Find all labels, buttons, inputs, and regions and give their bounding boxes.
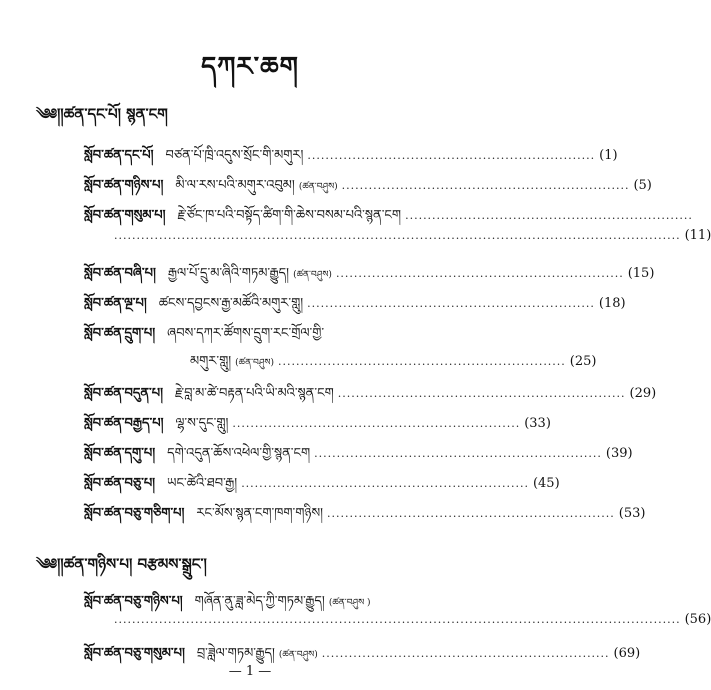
page-number: (29) <box>629 386 657 401</box>
lesson-title: དགེ་འདུན་ཆོས་འཕེལ་གྱི་སྙན་ངག <box>167 446 311 461</box>
lesson-title: རྗེ་བླ་མ་ཚེ་བརྟན་པའི་ཡི་མའི་སྙན་ངག <box>174 386 334 401</box>
toc-entry[interactable] <box>84 408 551 431</box>
leader-dots: ................................................................ <box>307 297 595 310</box>
toc-entry-continuation <box>190 346 597 369</box>
page-footer-number: — 1 — <box>228 664 272 679</box>
leader-dots: .............................................................................................................................. <box>114 229 681 242</box>
lesson-label: སློབ་ཚན་བཅུ་པ། <box>84 476 156 491</box>
leader-dots: ................................................................ <box>321 647 610 660</box>
lesson-label: སློབ་ཚན་བཅུ་གཅིག་པ། <box>84 506 185 521</box>
lesson-label: སློབ་ཚན་བཅུ་གསུམ་པ། <box>84 646 185 661</box>
page-number: (5) <box>633 178 652 193</box>
section-heading-2: ༄༅།།ཚན་གཉིས་པ། བརྩམས་སྒྲུང་། <box>36 555 207 573</box>
lesson-title: ཞབས་དཀར་ཚོགས་དྲུག་རང་གྲོལ་གྱི་ <box>167 326 325 341</box>
toc-entry[interactable] <box>84 318 462 340</box>
page-number: (18) <box>598 296 626 311</box>
leader-dots: ................................................................ <box>232 417 521 430</box>
leader-dots: ................................................................ <box>335 267 624 280</box>
toc-entry-continuation <box>84 228 711 250</box>
page-number: (39) <box>605 446 633 461</box>
leader-dots: ................................................................ <box>405 209 693 222</box>
toc-entry[interactable] <box>84 288 626 311</box>
leader-dots: ................................................................ <box>241 477 529 490</box>
leader-dots: ................................................................ <box>341 179 630 192</box>
lesson-title: རང་མོས་སྙན་ངག་ཁག་གཉིས། <box>196 506 323 521</box>
page-title: དཀར་ཆག <box>201 52 299 82</box>
page-number: (69) <box>613 646 641 661</box>
page-number: (11) <box>684 228 711 243</box>
lesson-label: སློབ་ཚན་གསུམ་པ། <box>84 208 166 223</box>
page-number: (53) <box>618 506 646 521</box>
lesson-label: སློབ་ཚན་དགུ་པ། <box>84 446 156 461</box>
toc-entry[interactable] <box>84 438 633 461</box>
lesson-title: ཡང་ཚེའི་ཐབ་རྒྱ། <box>167 476 238 491</box>
lesson-title: གཞོན་ནུ་ཟླ་མེད་ཀྱི་གཏམ་རྒྱུད། <box>194 594 325 609</box>
page-number: (56) <box>684 612 711 627</box>
toc-entry-continuation <box>84 612 711 634</box>
leader-dots: ................................................................ <box>278 355 566 368</box>
lesson-title-continued: མགུར་གླུ། <box>190 354 232 369</box>
lesson-title: བྲ་ཟླེལ་གཏམ་རྒྱུད། <box>196 646 275 661</box>
lesson-note: (ཚན་བཤུས) <box>293 270 332 280</box>
lesson-title: བཙན་པོ་ཁྲི་འདུས་སྲོང་གི་མགུར། <box>165 148 304 163</box>
leader-dots: .............................................................................................................................. <box>114 613 681 626</box>
section-heading-1: ༄༅།།ཚན་དང་པོ། སྙན་ངག <box>36 105 168 123</box>
toc-entry[interactable] <box>84 170 652 193</box>
page-number: (33) <box>524 416 551 431</box>
lesson-note: (ཚན་བཤུས) <box>278 650 318 660</box>
toc-entry[interactable] <box>84 586 462 608</box>
toc-entry[interactable] <box>84 200 693 223</box>
lesson-title: རྒྱལ་པོ་དྲུ་མ་ཞིའི་གཏམ་རྒྱུད། <box>167 266 290 281</box>
lesson-label: སློབ་ཚན་བཞི་པ། <box>84 266 156 281</box>
page-number: (25) <box>569 354 597 369</box>
toc-entry[interactable] <box>84 638 641 661</box>
leader-dots: ................................................................ <box>314 447 602 460</box>
lesson-label: སློབ་ཚན་ལྔ་པ། <box>84 296 147 311</box>
lesson-label: སློབ་ཚན་བདུན་པ། <box>84 386 163 401</box>
lesson-label: སློབ་ཚན་དང་པོ། <box>84 148 154 163</box>
leader-dots: ................................................................ <box>326 507 615 520</box>
leader-dots: ................................................................ <box>307 149 596 162</box>
toc-entry[interactable] <box>84 378 657 401</box>
toc-entry[interactable] <box>84 468 560 491</box>
lesson-title: མི་ལ་རས་པའི་མགུར་འབུམ། <box>175 178 295 193</box>
lesson-label: སློབ་ཚན་དྲུག་པ། <box>84 326 156 341</box>
toc-entry[interactable] <box>84 498 646 521</box>
lesson-title: ལྷ་ས་དུང་གླུ། <box>175 416 229 431</box>
lesson-label: སློབ་ཚན་བརྒྱད་པ། <box>84 416 164 431</box>
page-number: (1) <box>599 148 618 163</box>
toc-entry[interactable] <box>84 258 655 281</box>
toc-entry[interactable] <box>84 140 618 163</box>
leader-dots: ................................................................ <box>337 387 626 400</box>
lesson-label: སློབ་ཚན་བཅུ་གཉིས་པ། <box>84 594 183 609</box>
lesson-title: ཚངས་དབྱངས་རྒྱ་མཚོའི་མགུར་གླུ། <box>158 296 304 311</box>
page-number: (45) <box>532 476 560 491</box>
lesson-title: རྗེ་ཙོང་ཁ་པའི་བསྟོད་ཚིག་གི་ཆེས་བསམ་པའི་སྙན་ངག <box>177 208 402 223</box>
lesson-note: (ཚན་བཤུས ) <box>328 598 371 608</box>
lesson-note: (ཚན་བཤུས) <box>298 182 338 192</box>
page-number: (15) <box>627 266 655 281</box>
lesson-label: སློབ་ཚན་གཉིས་པ། <box>84 178 164 193</box>
lesson-note: (ཚན་བཤུས) <box>235 358 275 368</box>
